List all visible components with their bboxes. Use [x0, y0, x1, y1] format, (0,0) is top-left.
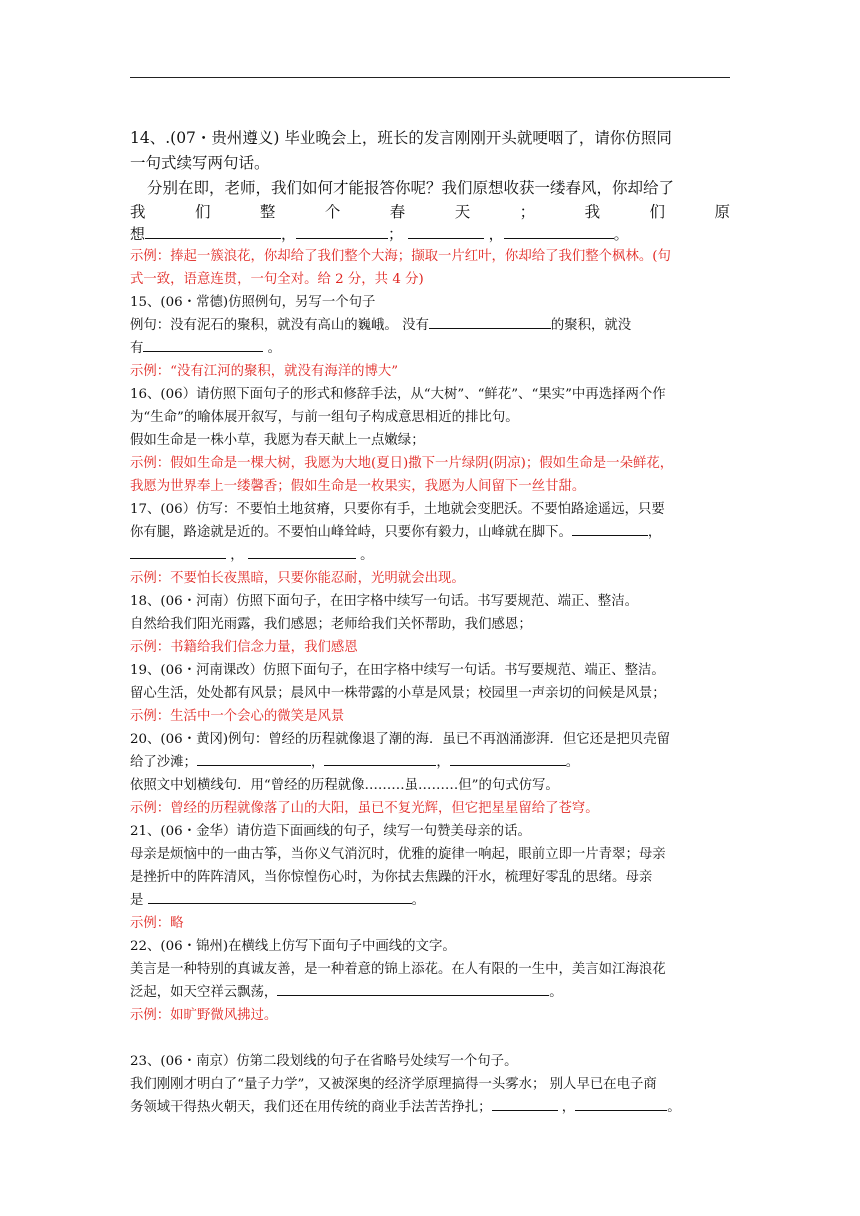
fill-blank[interactable] — [504, 225, 614, 239]
q18-prompt: 18、(06・河南）仿照下面句子，在田字格中续写一句话。书写要规范、端正、整洁。 — [130, 594, 638, 609]
q14-char: 们 — [194, 203, 211, 221]
q14-passage-justified-line — [130, 201, 730, 223]
q17-answer: 示例：不要怕长夜黑暗，只要你能忍耐，光明就会出现。 — [130, 571, 465, 586]
q15-continue-line: 有 。 — [130, 337, 730, 360]
q14-char: 天 — [454, 203, 471, 221]
fill-blank[interactable] — [145, 225, 281, 239]
question-19 — [130, 659, 730, 728]
q14-prompt-line1: 14、.(07・贵州遵义) 毕业晚会上，班长的发言刚刚开头就哽咽了，请你仿照同 — [130, 129, 672, 147]
q19-answer: 示例：生活中一个会心的微笑是风景 — [130, 709, 345, 724]
fill-blank[interactable] — [130, 545, 226, 559]
q17-prompt-line2: 你有腿，路途就是近的。不要怕山峰耸峙，只要你有毅力，山峰就在脚下。 ， — [130, 521, 730, 544]
q15-answer: 示例：“没有江河的聚积，就没有海洋的博大” — [130, 364, 399, 379]
q14-passage-line1: 分别在即，老师，我们如何才能报答你呢？我们原想收获一缕春风，你却给了 — [147, 179, 675, 197]
q18-example: 自然给我们阳光雨露，我们感恩；老师给我们关怀帮助，我们感恩； — [130, 617, 532, 632]
fill-blank[interactable] — [248, 545, 356, 559]
q14-char: 整 — [259, 203, 276, 221]
q20-prompt-line2: 给了沙滩； ， ， 。 — [130, 751, 730, 774]
fill-blank[interactable] — [492, 1097, 558, 1111]
fill-blank[interactable] — [324, 752, 436, 766]
fill-blank[interactable] — [143, 338, 263, 352]
q22-blank-line: 泛起，如天空祥云飘荡， 。 — [130, 981, 730, 1004]
spacer — [130, 1027, 730, 1050]
q14-char: ； — [519, 203, 536, 221]
question-18 — [130, 590, 730, 659]
question-14 — [130, 126, 730, 291]
q23-prompt: 23、(06・南京）仿第二段划线的句子在省略号处续写一个句子。 — [130, 1054, 518, 1069]
q14-char: 我 — [584, 203, 601, 221]
fill-blank[interactable] — [277, 982, 549, 996]
q20-instruction: 依照文中划横线句．用“曾经的历程就像………虽………但”的句式仿写。 — [130, 778, 559, 793]
q21-blank-line: 是 。 — [130, 889, 730, 912]
q14-char: 个 — [324, 203, 341, 221]
fill-blank[interactable] — [450, 752, 566, 766]
q14-prompt-line2: 一句式续写两句话。 — [130, 154, 270, 172]
question-20 — [130, 728, 730, 820]
q17-blanks-line: ， 。 — [130, 544, 730, 567]
fill-blank[interactable] — [148, 890, 412, 904]
q20-prompt-line1: 20、(06・黄冈)例句：曾经的历程就像退了潮的海．虽已不再汹涌澎湃．但它还是把贝壳留 — [130, 732, 670, 747]
question-16 — [130, 383, 730, 498]
q15-example-line: 例句：没有泥石的聚积，就没有高山的巍峨。 没有 的聚积，就没 — [130, 314, 730, 337]
question-23 — [130, 1050, 730, 1119]
q15-prompt: 15、(06・常德)仿照例句，另写一个句子 — [130, 295, 376, 310]
q19-example: 留心生活，处处都有风景；晨风中一株带露的小草是风景；校园里一声亲切的问候是风景； — [130, 686, 666, 701]
question-15 — [130, 291, 730, 383]
q14-char: 原 — [714, 203, 730, 221]
fill-blank[interactable] — [429, 315, 551, 329]
q16-example: 假如生命是一株小草，我愿为春天献上一点嫩绿； — [130, 433, 425, 448]
fill-blank[interactable] — [296, 225, 388, 239]
q17-prompt-line1: 17、(06）仿写：不要怕土地贫瘠，只要你有手，土地就会变肥沃。不要怕路途遥远，只要 — [130, 502, 665, 517]
fill-blank[interactable] — [575, 1097, 667, 1111]
q14-char: 们 — [649, 203, 666, 221]
q22-passage-line1: 美言是一种特别的真诚友善，是一种着意的锦上添花。在人有限的一生中，美言如江海浪花 — [130, 962, 666, 977]
q22-prompt: 22、(06・锦州)在横线上仿写下面句子中画线的文字。 — [130, 939, 456, 954]
q14-char: 我 — [130, 203, 146, 221]
q21-answer: 示例：略 — [130, 916, 184, 931]
q16-prompt-line2: 为“生命”的喻体展开叙写，与前一组句子构成意思相近的排比句。 — [130, 410, 519, 425]
q22-answer: 示例：如旷野微风拂过。 — [130, 1008, 278, 1023]
q14-answer-blanks: 想 ， ； ， 。 — [130, 225, 629, 243]
question-17 — [130, 498, 730, 590]
q16-answer-line1: 示例：假如生命是一棵大树，我愿为大地(夏日)撒下一片绿阴(阴凉)；假如生命是一朵鲜花， — [130, 456, 674, 471]
q21-prompt: 21、(06・金华）请仿造下面画线的句子，续写一句赞美母亲的话。 — [130, 824, 531, 839]
fill-blank[interactable] — [572, 522, 648, 536]
q23-passage-line1: 我们刚刚才明白了“量子力学”，又被深奥的经济学原理搞得一头雾水； 别人早已在电子商 — [130, 1077, 657, 1092]
q14-answer-line2: 式一致，语意连贯，一句全对。给 2 分，共 4 分) — [130, 272, 424, 287]
fill-blank[interactable] — [408, 225, 484, 239]
document-body — [130, 126, 730, 1119]
q23-blank-line: 务领域干得热火朝天，我们还在用传统的商业手法苦苦挣扎； ， 。 — [130, 1096, 730, 1119]
q18-answer: 示例：书籍给我们信念力量，我们感恩 — [130, 640, 358, 655]
q21-passage-line2: 是挫折中的阵阵清风，当你惊惶伤心时，为你拭去焦躁的汗水，梳理好零乱的思绪。母亲 — [130, 870, 653, 885]
question-21 — [130, 820, 730, 935]
q16-answer-line2: 我愿为世界奉上一缕馨香；假如生命是一枚果实，我愿为人间留下一丝甘甜。 — [130, 479, 586, 494]
q14-answer-line1: 示例：捧起一簇浪花，你却给了我们整个大海；撷取一片红叶，你却给了我们整个枫林。(句 — [130, 249, 671, 264]
q20-answer: 示例：曾经的历程就像落了山的大阳，虽已不复光辉，但它把星星留给了苍穹。 — [130, 801, 599, 816]
q14-char: 春 — [389, 203, 406, 221]
q19-prompt: 19、(06・河南课改）仿照下面句子，在田字格中续写一句话。书写要规范、端正、整洁。 — [130, 663, 665, 678]
header-rule — [130, 77, 730, 78]
q16-prompt-line1: 16、(06）请仿照下面句子的形式和修辞手法，从“大树”、“鲜花”、“果实”中再选择两个作 — [130, 387, 666, 402]
fill-blank[interactable] — [197, 752, 311, 766]
q21-passage-line1: 母亲是烦恼中的一曲古筝，当你义气消沉时，优雅的旋律一响起，眼前立即一片青翠；母亲 — [130, 847, 666, 862]
question-22 — [130, 935, 730, 1027]
